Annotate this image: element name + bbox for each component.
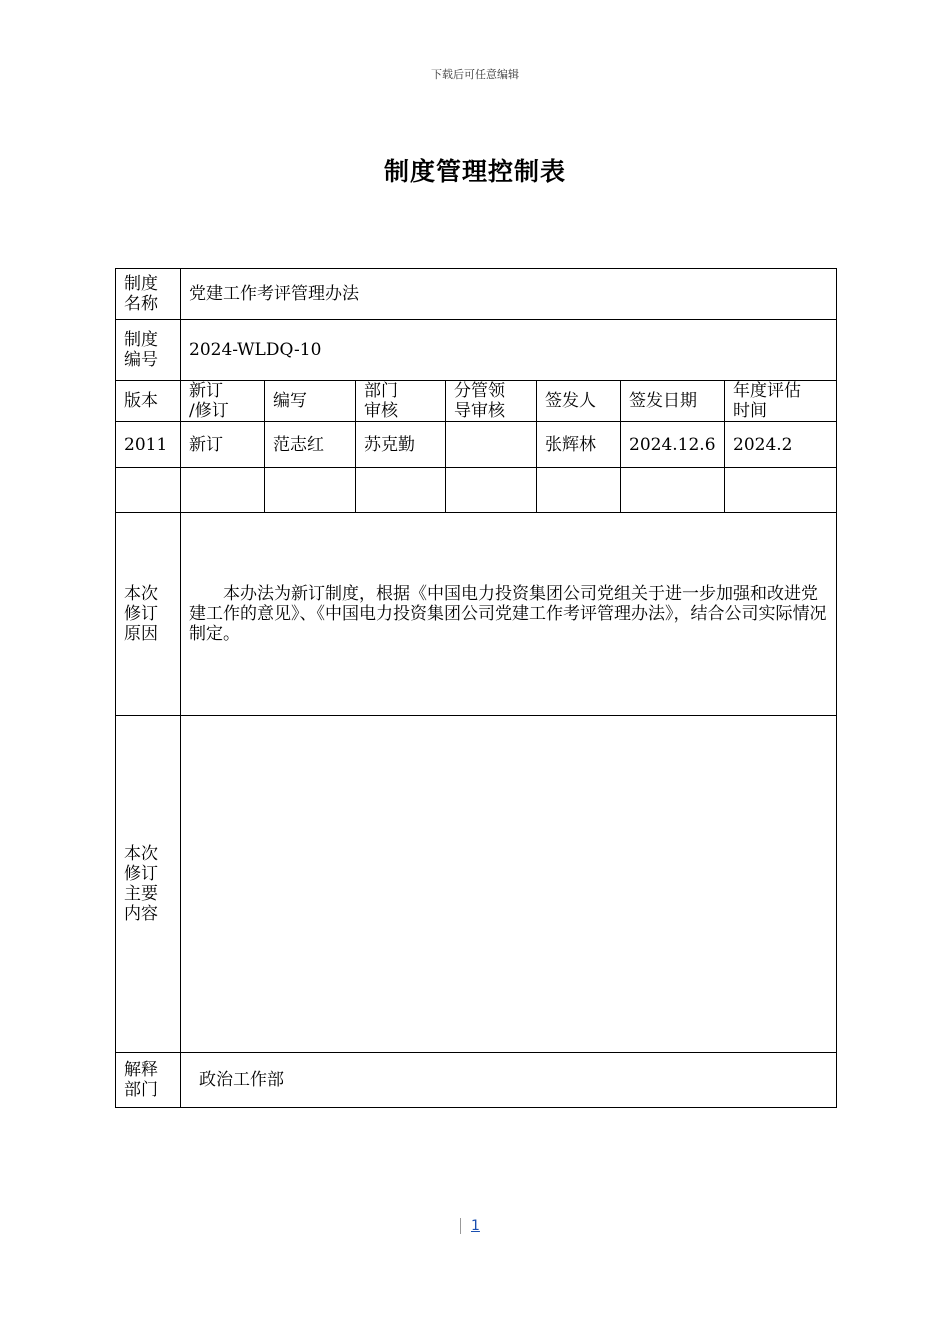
label-leader-review bbox=[446, 381, 537, 422]
label-name-line1: 制度 bbox=[124, 274, 158, 294]
cell-issuer: 张辉林 bbox=[537, 422, 621, 468]
cell-dept-review: 苏克勤 bbox=[356, 422, 446, 468]
label-issuer: 签发人 bbox=[537, 381, 621, 422]
label-revision-reason-line2: 修订 bbox=[124, 604, 158, 624]
row-name bbox=[116, 269, 837, 320]
label-dept-review-line2: 审核 bbox=[364, 401, 398, 421]
label-name-line2: 名称 bbox=[124, 294, 158, 314]
header-note: 下载后可任意编辑 bbox=[431, 68, 519, 81]
label-new-revise bbox=[181, 381, 265, 422]
label-revision-content-line3: 主要 bbox=[124, 884, 158, 904]
label-number bbox=[116, 320, 181, 381]
page-title: 制度管理控制表 bbox=[383, 157, 566, 186]
row-revision-reason bbox=[116, 513, 837, 716]
control-table bbox=[115, 268, 837, 1108]
empty-cell bbox=[116, 468, 181, 513]
cell-author: 范志红 bbox=[265, 422, 356, 468]
row-header bbox=[116, 381, 837, 422]
empty-cell bbox=[356, 468, 446, 513]
page-number-link[interactable]: 1 bbox=[471, 1218, 480, 1234]
empty-cell bbox=[181, 468, 265, 513]
label-interpret-dept-line2: 部门 bbox=[124, 1080, 158, 1100]
cell-annual-eval: 2024.2 bbox=[725, 422, 837, 468]
label-revision-content-line4: 内容 bbox=[124, 904, 158, 924]
label-dept-review bbox=[356, 381, 446, 422]
label-new-revise-line2: /修订 bbox=[189, 401, 229, 421]
row-interpret-dept bbox=[116, 1053, 837, 1108]
cell-leader-review bbox=[446, 422, 537, 468]
label-annual-eval-line1: 年度评估 bbox=[733, 381, 801, 401]
label-leader-review-line2: 导审核 bbox=[454, 401, 505, 421]
label-dept-review-line1: 部门 bbox=[364, 381, 398, 401]
label-revision-reason bbox=[116, 513, 181, 716]
label-new-revise-line1: 新订 bbox=[189, 381, 223, 401]
row-version-data bbox=[116, 422, 837, 468]
label-annual-eval bbox=[725, 381, 837, 422]
empty-cell bbox=[446, 468, 537, 513]
label-annual-eval-line2: 时间 bbox=[733, 401, 767, 421]
label-revision-content bbox=[116, 716, 181, 1053]
cell-new-revise: 新订 bbox=[181, 422, 265, 468]
label-revision-reason-line1: 本次 bbox=[124, 584, 158, 604]
value-revision-content bbox=[181, 716, 837, 1053]
row-number bbox=[116, 320, 837, 381]
row-revision-content bbox=[116, 716, 837, 1053]
cell-version: 2011 bbox=[116, 422, 181, 468]
value-interpret-dept: 政治工作部 bbox=[181, 1053, 837, 1108]
empty-cell bbox=[621, 468, 725, 513]
label-author: 编写 bbox=[265, 381, 356, 422]
label-revision-reason-line3: 原因 bbox=[124, 624, 158, 644]
value-number: 2024-WLDQ-10 bbox=[181, 320, 837, 381]
cell-issue-date: 2024.12.6 bbox=[621, 422, 725, 468]
label-version: 版本 bbox=[116, 381, 181, 422]
row-empty bbox=[116, 468, 837, 513]
empty-cell bbox=[537, 468, 621, 513]
label-interpret-dept-line1: 解释 bbox=[124, 1060, 158, 1080]
label-interpret-dept bbox=[116, 1053, 181, 1108]
footer-divider bbox=[460, 1218, 461, 1234]
label-leader-review-line1: 分管领 bbox=[454, 381, 505, 401]
page-footer bbox=[460, 1218, 480, 1234]
value-revision-reason: 本办法为新订制度，根据《中国电力投资集团公司党组关于进一步加强和改进党建工作的意见》、《中国电力投资集团公司党建工作考评管理办法》，结合公司实际情况制定。 bbox=[181, 513, 837, 716]
label-name bbox=[116, 269, 181, 320]
empty-cell bbox=[265, 468, 356, 513]
label-revision-content-line1: 本次 bbox=[124, 844, 158, 864]
value-name: 党建工作考评管理办法 bbox=[181, 269, 837, 320]
empty-cell bbox=[725, 468, 837, 513]
label-issue-date: 签发日期 bbox=[621, 381, 725, 422]
label-number-line2: 编号 bbox=[124, 350, 158, 370]
label-revision-content-line2: 修订 bbox=[124, 864, 158, 884]
label-number-line1: 制度 bbox=[124, 330, 158, 350]
